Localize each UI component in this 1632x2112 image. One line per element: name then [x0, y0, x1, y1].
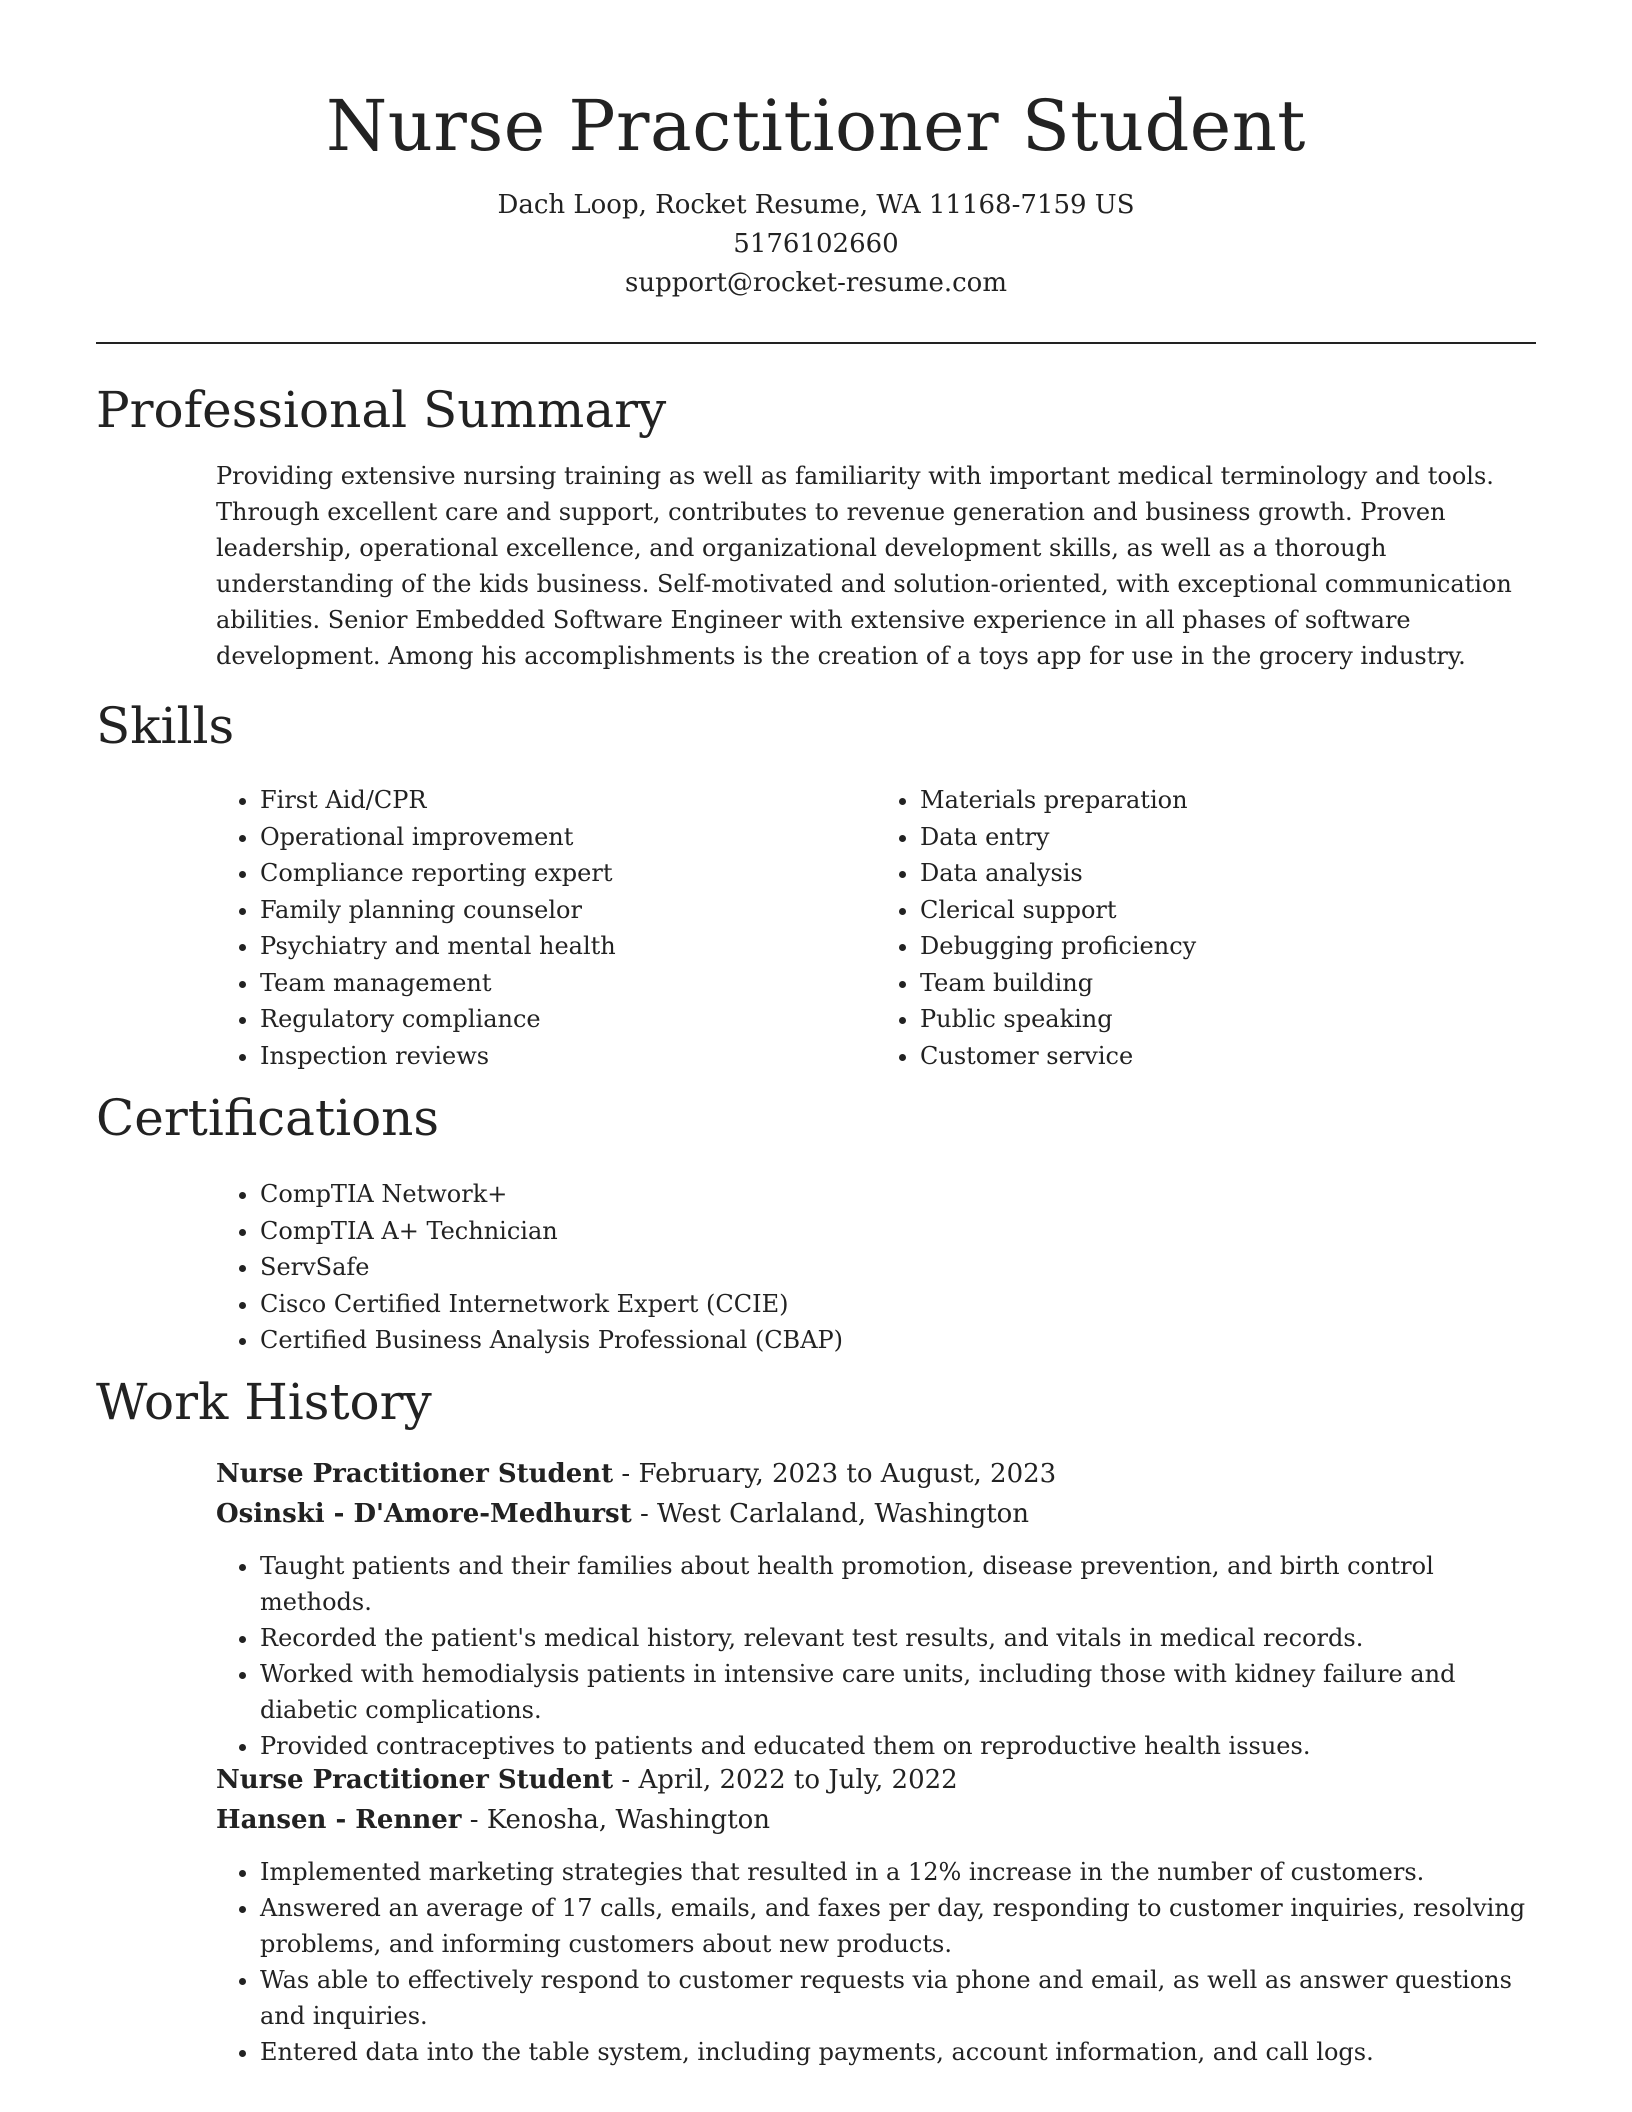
certification-item: • ServSafe — [260, 1249, 1536, 1286]
skill-item: • Compliance reporting expert — [260, 855, 876, 892]
contact-email: support@rocket-resume.com — [624, 268, 1007, 298]
skills-column-right — [876, 782, 1536, 1074]
job-dates: - April, 2022 to July, 2022 — [613, 1765, 958, 1795]
job-role: Nurse Practitioner Student — [216, 1459, 614, 1489]
contact-address: Dach Loop, Rocket Resume, WA 11168-7159 US — [497, 190, 1135, 220]
job-bullet: • Provided contraceptives to patients and educated them on reproductive health issues. — [260, 1728, 1536, 1764]
job-company-line — [216, 1800, 1536, 1840]
job-bullet: • Recorded the patient's medical history, relevant test results, and vitals in medical records. — [260, 1620, 1536, 1656]
skills-list — [216, 782, 1536, 1074]
job-bullet: • Entered data into the table system, including payments, account information, and call logs. — [260, 2034, 1536, 2070]
summary-text: Providing extensive nursing training as well as familiarity with important medical terminology and tools. Through excellent care and support, contributes to revenue generation and business growth. Proven leadership, operational excellence, and organizational development skills, as well as a thorough understanding of the kids business. Self-motivated and solution-oriented, with exceptional communication abilities. Senior Embedded Software Engineer with extensive experience in all phases of software development. Among his accomplishments is the creation of a toys app for use in the grocery industry. — [216, 462, 1512, 670]
candidate-name: Nurse Practitioner Student — [326, 85, 1306, 167]
resume-header — [0, 0, 1632, 303]
job-bullet: • Worked with hemodialysis patients in intensive care units, including those with kidney failure and diabetic complications. — [260, 1656, 1536, 1728]
skill-item: • Regulatory compliance — [260, 1001, 876, 1038]
certification-item: • CompTIA Network+ — [260, 1176, 1536, 1213]
skill-item: • Operational improvement — [260, 819, 876, 856]
job-company: Osinski - D'Amore-Medhurst — [216, 1499, 632, 1529]
job-location: - Kenosha, Washington — [461, 1805, 771, 1835]
job-bullet: • Was able to effectively respond to customer requests via phone and email, as well as answer questions and inquiries. — [260, 1962, 1536, 2034]
job-bullet: • Implemented marketing strategies that resulted in a 12% increase in the number of customers. — [260, 1854, 1536, 1890]
skill-item: • Data entry — [920, 819, 1536, 856]
contact-info — [0, 186, 1632, 303]
certification-item: • Certified Business Analysis Professional (CBAP) — [260, 1322, 1536, 1359]
job-company-line — [216, 1494, 1536, 1534]
job-bullet: • Taught patients and their families about health promotion, disease prevention, and birth control methods. — [260, 1548, 1536, 1620]
header-divider — [96, 342, 1536, 344]
skill-item: • Debugging proficiency — [920, 928, 1536, 965]
skill-item: • Clerical support — [920, 892, 1536, 929]
skill-item: • Data analysis — [920, 855, 1536, 892]
skill-item: • Inspection reviews — [260, 1038, 876, 1075]
skill-item: • Family planning counselor — [260, 892, 876, 929]
job-company: Hansen - Renner — [216, 1805, 462, 1835]
certification-item: • Cisco Certified Internetwork Expert (CCIE) — [260, 1286, 1536, 1323]
skill-item: • Psychiatry and mental health — [260, 928, 876, 965]
job-location: - West Carlaland, Washington — [631, 1499, 1030, 1529]
skill-item: • Customer service — [920, 1038, 1536, 1075]
skill-item: • Team management — [260, 965, 876, 1002]
contact-phone: 5176102660 — [733, 229, 899, 259]
work-history-heading: Work History — [96, 1373, 432, 1431]
skills-column-left — [216, 782, 876, 1074]
job-bullet: • Answered an average of 17 calls, emails, and faxes per day, responding to customer inquiries, resolving problems, and informing customers about new products. — [260, 1890, 1536, 1962]
job-entry — [216, 1454, 1536, 1764]
certifications-heading: Certifications — [96, 1089, 440, 1147]
summary-heading: Professional Summary — [96, 381, 667, 439]
job-bullets — [216, 1548, 1536, 1764]
job-bullets — [216, 1854, 1536, 2070]
job-dates: - February, 2023 to August, 2023 — [613, 1459, 1057, 1489]
job-title-line — [216, 1454, 1536, 1494]
certification-item: • CompTIA A+ Technician — [260, 1213, 1536, 1250]
skill-item: • Team building — [920, 965, 1536, 1002]
skill-item: • Materials preparation — [920, 782, 1536, 819]
certifications-list — [216, 1176, 1536, 1359]
skill-item: • Public speaking — [920, 1001, 1536, 1038]
job-role: Nurse Practitioner Student — [216, 1765, 614, 1795]
skill-item: • First Aid/CPR — [260, 782, 876, 819]
job-title-line — [216, 1760, 1536, 1800]
skills-heading: Skills — [96, 697, 235, 755]
job-entry — [216, 1760, 1536, 2070]
